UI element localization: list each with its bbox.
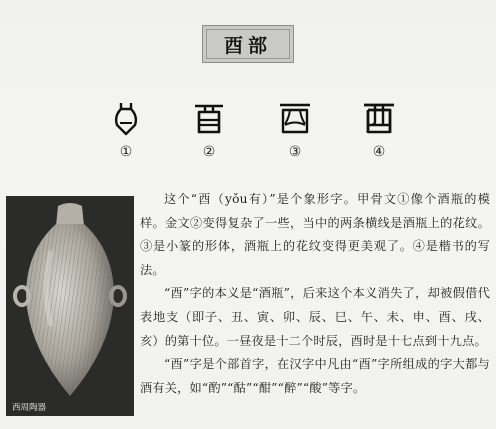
glyph-number-2: ②	[202, 144, 216, 160]
glyph-oracle-bone	[101, 98, 151, 168]
glyph-bronze	[184, 98, 234, 168]
glyph-number-3: ③	[288, 144, 302, 160]
regular-script-glyph	[359, 98, 399, 138]
glyph-evolution-row	[0, 98, 496, 168]
section-title-box	[202, 25, 294, 63]
photo-caption: 西周陶器	[12, 403, 47, 413]
section-title-frame	[206, 29, 290, 59]
glyph-number-1: ①	[119, 144, 133, 160]
small-seal-jar-glyph	[275, 98, 315, 138]
bronze-jar-glyph	[189, 98, 229, 138]
section-title: 酉部	[223, 34, 272, 57]
glyph-regular-script	[354, 98, 404, 168]
paragraph-radical: “酉”字是个部首字，在汉字中凡由“酉”字所组成的字大都与酒有关，如“酌”“酤”“酣”“醉”“酸”等字。	[140, 357, 490, 395]
paragraph-origin: 这个“酉（yǒu有）”是个象形字。甲骨文①像个酒瓶的模样。金文②变得复杂了一些，当中的两条横线是酒瓶上的花纹。③是小篆的形体，酒瓶上的花纹变得更美观了。④是楷书的写法。	[140, 192, 490, 277]
explanation-text	[140, 188, 490, 400]
pottery-photo	[6, 196, 134, 416]
paragraph-meaning: “酉”字的本义是“酒瓶”，后来这个本义消失了，却被假借代表地支（即子、丑、寅、卯、辰、巳、午、未、申、酉、戌、亥）的第十位。一昼夜是十二个时辰，酉时是十七点到十九点。	[140, 286, 490, 348]
glyph-number-4: ④	[372, 144, 386, 160]
pottery-vessel-image	[6, 196, 134, 416]
oracle-bone-jar-glyph	[106, 98, 146, 138]
glyph-small-seal	[270, 98, 320, 168]
